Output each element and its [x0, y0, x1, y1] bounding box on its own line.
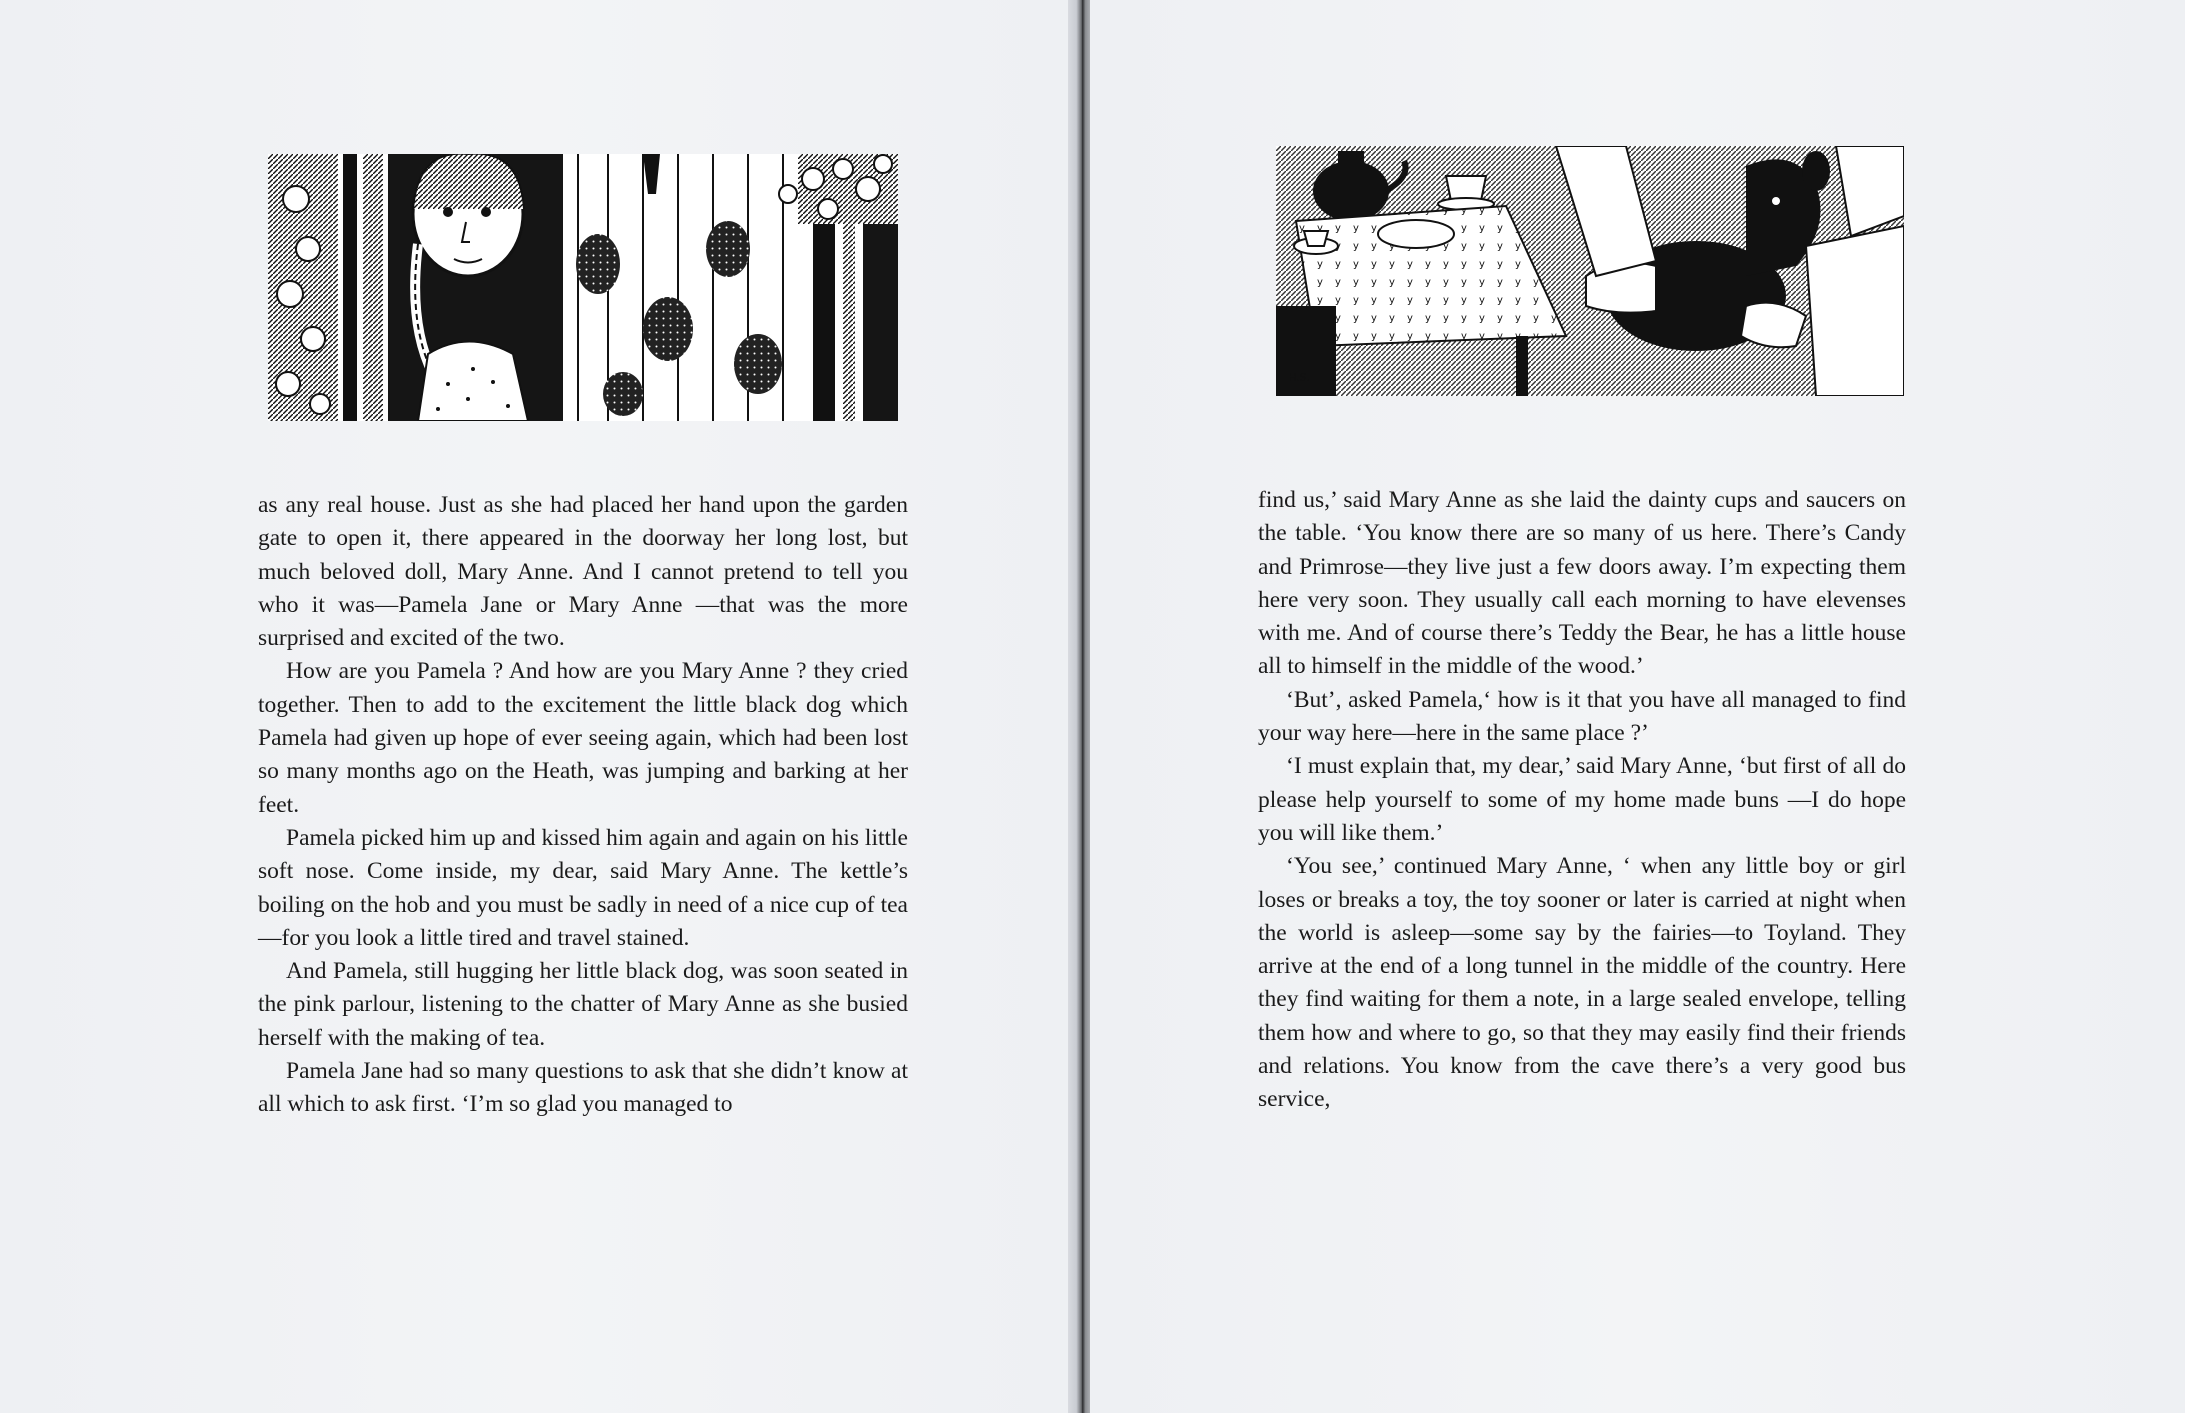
girl-at-doorway-illustration — [268, 154, 898, 421]
right-page-text — [1258, 484, 1906, 1117]
paragraph: ‘I must explain that, my dear,’ said Mary Anne, ‘but first of all do please help yourself to some of my home made buns —I do hope you will like them.’ — [1258, 753, 1906, 846]
paragraph: ‘But’, asked Pamela,‘ how is it that you have all managed to find your way here—here in the same place ?’ — [1258, 686, 1906, 747]
paragraph: Pamela Jane had so many questions to ask that she didn’t know at all which to ask first. ‘I’m so glad you managed to — [258, 1058, 908, 1118]
tea-table-dog-illustration — [1276, 146, 1904, 396]
paragraph: ‘You see,’ continued Mary Anne, ‘ when any little boy or girl loses or breaks a toy, the toy sooner or later is carried at night when the world is asleep—some say by the fairies—to Toyland. They arrive at the end of a long tunnel in the middle of the country. Here they find waiting for them a note, in a large sealed envelope, telling them how and where to go, so that they may easily find their friends and relations. You know from the cave there’s a very good bus service, — [1258, 853, 1906, 1113]
paragraph: find us,’ said Mary Anne as she laid the dainty cups and saucers on the table. ‘You know there are so many of us here. There’s Candy and Primrose—they live just a few doors away. I’m expecting them here very soon. They usually call each morning to have elevenses with me. And of course there’s Teddy the Bear, he has a little house all to himself in the middle of the wood.’ — [1258, 487, 1906, 680]
paragraph: And Pamela, still hugging her little black dog, was soon seated in the pink parlour, listening to the chatter of Mary Anne as she busied herself with the making of tea. — [258, 958, 908, 1051]
paragraph: as any real house. Just as she had placed her hand upon the garden gate to open it, there appeared in the doorway her long lost, but much beloved doll, Mary Anne. And I cannot pretend to tell you who it was—Pamela Jane or Mary Anne —that was the more surprised and excited of the two. — [258, 492, 908, 652]
paragraph: Pamela picked him up and kissed him again and again on his little soft nose. Come inside, my dear, said Mary Anne. The kettle’s boiling on the hob and you must be sadly in need of a nice cup of tea—for you look a little tired and travel stained. — [258, 824, 908, 951]
paragraph: How are you Pamela ? And how are you Mary Anne ? they cried together. Then to add to the excitement the little black dog which Pamela had given up hope of ever seeing again, which had been lost so many months ago on the Heath, was jumping and barking at her feet. — [258, 658, 908, 818]
left-page — [0, 0, 1075, 1413]
right-page — [1090, 0, 2185, 1413]
left-page-text — [258, 489, 908, 1122]
illustrator-signature: H.S. — [1288, 371, 1311, 384]
